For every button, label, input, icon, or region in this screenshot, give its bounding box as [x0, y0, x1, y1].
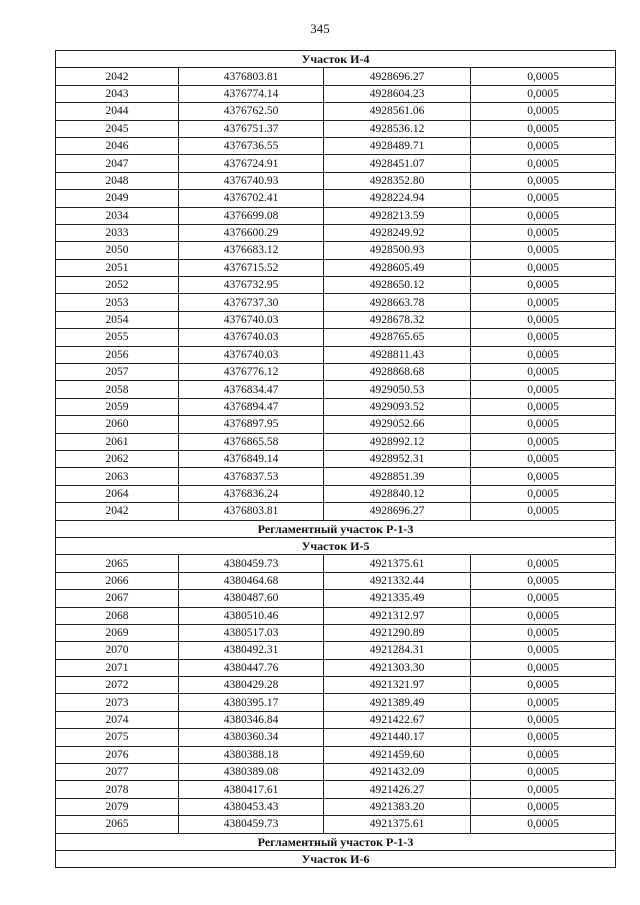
y-coordinate-cell: 4921332.44	[324, 572, 471, 589]
table-row	[56, 207, 616, 224]
value-cell: 0,0005	[471, 746, 616, 763]
point-number-cell: 2047	[56, 155, 179, 172]
table-row	[56, 259, 616, 276]
table-row	[56, 503, 616, 520]
table-row	[56, 433, 616, 450]
point-number-cell: 2042	[56, 503, 179, 520]
x-coordinate-cell: 4380447.76	[179, 659, 324, 676]
point-number-cell: 2061	[56, 433, 179, 450]
value-cell: 0,0005	[471, 677, 616, 694]
table-row	[56, 764, 616, 781]
value-cell: 0,0005	[471, 259, 616, 276]
value-cell: 0,0005	[471, 155, 616, 172]
y-coordinate-cell: 4929052.66	[324, 416, 471, 433]
table-row	[56, 485, 616, 502]
y-coordinate-cell: 4928765.65	[324, 329, 471, 346]
table-row	[56, 190, 616, 207]
x-coordinate-cell: 4376897.95	[179, 416, 324, 433]
value-cell: 0,0005	[471, 450, 616, 467]
x-coordinate-cell: 4376776.12	[179, 364, 324, 381]
table-row	[56, 416, 616, 433]
y-coordinate-cell: 4921432.09	[324, 764, 471, 781]
x-coordinate-cell: 4376894.47	[179, 398, 324, 415]
y-coordinate-cell: 4928536.12	[324, 120, 471, 137]
y-coordinate-cell: 4929050.53	[324, 381, 471, 398]
table-row	[56, 816, 616, 833]
y-coordinate-cell: 4928696.27	[324, 68, 471, 85]
x-coordinate-cell: 4376849.14	[179, 450, 324, 467]
table-row	[56, 729, 616, 746]
value-cell: 0,0005	[471, 68, 616, 85]
y-coordinate-cell: 4928952.31	[324, 450, 471, 467]
table-row	[56, 711, 616, 728]
y-coordinate-cell: 4921459.60	[324, 746, 471, 763]
x-coordinate-cell: 4376740.03	[179, 311, 324, 328]
section-header: Регламентный участок Р-1-3	[56, 833, 616, 850]
point-number-cell: 2049	[56, 190, 179, 207]
x-coordinate-cell: 4376803.81	[179, 503, 324, 520]
value-cell: 0,0005	[471, 381, 616, 398]
point-number-cell: 2057	[56, 364, 179, 381]
x-coordinate-cell: 4380487.60	[179, 590, 324, 607]
y-coordinate-cell: 4928663.78	[324, 294, 471, 311]
point-number-cell: 2074	[56, 711, 179, 728]
section-header-row	[56, 520, 616, 537]
y-coordinate-cell: 4921303.30	[324, 659, 471, 676]
x-coordinate-cell: 4376762.50	[179, 103, 324, 120]
y-coordinate-cell: 4921422.67	[324, 711, 471, 728]
y-coordinate-cell: 4928678.32	[324, 311, 471, 328]
y-coordinate-cell: 4921426.27	[324, 781, 471, 798]
table-row	[56, 468, 616, 485]
y-coordinate-cell: 4928249.92	[324, 224, 471, 241]
y-coordinate-cell: 4928224.94	[324, 190, 471, 207]
value-cell: 0,0005	[471, 433, 616, 450]
point-number-cell: 2075	[56, 729, 179, 746]
y-coordinate-cell: 4921440.17	[324, 729, 471, 746]
x-coordinate-cell: 4376724.91	[179, 155, 324, 172]
table-row	[56, 329, 616, 346]
value-cell: 0,0005	[471, 224, 616, 241]
table-row	[56, 659, 616, 676]
value-cell: 0,0005	[471, 555, 616, 572]
value-cell: 0,0005	[471, 729, 616, 746]
x-coordinate-cell: 4376702.41	[179, 190, 324, 207]
table-row	[56, 172, 616, 189]
value-cell: 0,0005	[471, 85, 616, 102]
table-row	[56, 346, 616, 363]
value-cell: 0,0005	[471, 816, 616, 833]
point-number-cell: 2052	[56, 277, 179, 294]
point-number-cell: 2078	[56, 781, 179, 798]
y-coordinate-cell: 4928811.43	[324, 346, 471, 363]
value-cell: 0,0005	[471, 642, 616, 659]
x-coordinate-cell: 4380492.31	[179, 642, 324, 659]
y-coordinate-cell: 4928213.59	[324, 207, 471, 224]
point-number-cell: 2054	[56, 311, 179, 328]
y-coordinate-cell: 4921335.49	[324, 590, 471, 607]
point-number-cell: 2065	[56, 555, 179, 572]
x-coordinate-cell: 4380459.73	[179, 555, 324, 572]
table-row	[56, 103, 616, 120]
y-coordinate-cell: 4928352.80	[324, 172, 471, 189]
value-cell: 0,0005	[471, 398, 616, 415]
point-number-cell: 2072	[56, 677, 179, 694]
point-number-cell: 2042	[56, 68, 179, 85]
point-number-cell: 2043	[56, 85, 179, 102]
y-coordinate-cell: 4928992.12	[324, 433, 471, 450]
section-header: Участок И-5	[56, 537, 616, 554]
x-coordinate-cell: 4380464.68	[179, 572, 324, 589]
y-coordinate-cell: 4921375.61	[324, 816, 471, 833]
y-coordinate-cell: 4928840.12	[324, 485, 471, 502]
section-header-row	[56, 537, 616, 554]
table-row	[56, 120, 616, 137]
x-coordinate-cell: 4380429.28	[179, 677, 324, 694]
table-row	[56, 624, 616, 641]
point-number-cell: 2070	[56, 642, 179, 659]
y-coordinate-cell: 4921312.97	[324, 607, 471, 624]
point-number-cell: 2056	[56, 346, 179, 363]
x-coordinate-cell: 4376740.03	[179, 346, 324, 363]
value-cell: 0,0005	[471, 294, 616, 311]
table-row	[56, 450, 616, 467]
x-coordinate-cell: 4376751.37	[179, 120, 324, 137]
x-coordinate-cell: 4380395.17	[179, 694, 324, 711]
value-cell: 0,0005	[471, 329, 616, 346]
x-coordinate-cell: 4376865.58	[179, 433, 324, 450]
table-row	[56, 798, 616, 815]
value-cell: 0,0005	[471, 190, 616, 207]
x-coordinate-cell: 4376737.30	[179, 294, 324, 311]
x-coordinate-cell: 4380360.34	[179, 729, 324, 746]
table-row	[56, 607, 616, 624]
value-cell: 0,0005	[471, 416, 616, 433]
point-number-cell: 2079	[56, 798, 179, 815]
point-number-cell: 2069	[56, 624, 179, 641]
point-number-cell: 2063	[56, 468, 179, 485]
table-row	[56, 224, 616, 241]
table-row	[56, 85, 616, 102]
section-header: Участок И-6	[56, 850, 616, 867]
value-cell: 0,0005	[471, 207, 616, 224]
x-coordinate-cell: 4376736.55	[179, 137, 324, 154]
point-number-cell: 2058	[56, 381, 179, 398]
table-row	[56, 364, 616, 381]
y-coordinate-cell: 4921383.20	[324, 798, 471, 815]
value-cell: 0,0005	[471, 607, 616, 624]
section-header-row	[56, 833, 616, 850]
section-header: Участок И-4	[56, 51, 616, 68]
point-number-cell: 2059	[56, 398, 179, 415]
point-number-cell: 2068	[56, 607, 179, 624]
table-row	[56, 381, 616, 398]
section-header-row	[56, 850, 616, 867]
table-row	[56, 155, 616, 172]
point-number-cell: 2071	[56, 659, 179, 676]
value-cell: 0,0005	[471, 590, 616, 607]
x-coordinate-cell: 4380453.43	[179, 798, 324, 815]
x-coordinate-cell: 4376803.81	[179, 68, 324, 85]
x-coordinate-cell: 4380517.03	[179, 624, 324, 641]
table-row	[56, 311, 616, 328]
table-row	[56, 277, 616, 294]
page-number: 345	[310, 21, 330, 36]
x-coordinate-cell: 4376740.03	[179, 329, 324, 346]
table-row	[56, 781, 616, 798]
point-number-cell: 2065	[56, 816, 179, 833]
y-coordinate-cell: 4921321.97	[324, 677, 471, 694]
table-row	[56, 746, 616, 763]
point-number-cell: 2077	[56, 764, 179, 781]
x-coordinate-cell: 4376836.24	[179, 485, 324, 502]
y-coordinate-cell: 4921389.49	[324, 694, 471, 711]
x-coordinate-cell: 4376774.14	[179, 85, 324, 102]
point-number-cell: 2060	[56, 416, 179, 433]
point-number-cell: 2067	[56, 590, 179, 607]
table-row	[56, 555, 616, 572]
point-number-cell: 2050	[56, 242, 179, 259]
point-number-cell: 2064	[56, 485, 179, 502]
y-coordinate-cell: 4928851.39	[324, 468, 471, 485]
coordinates-table	[55, 50, 616, 868]
value-cell: 0,0005	[471, 764, 616, 781]
table-row	[56, 137, 616, 154]
value-cell: 0,0005	[471, 711, 616, 728]
x-coordinate-cell: 4376732.95	[179, 277, 324, 294]
value-cell: 0,0005	[471, 485, 616, 502]
y-coordinate-cell: 4928868.68	[324, 364, 471, 381]
y-coordinate-cell: 4928650.12	[324, 277, 471, 294]
point-number-cell: 2046	[56, 137, 179, 154]
table-row	[56, 642, 616, 659]
value-cell: 0,0005	[471, 242, 616, 259]
y-coordinate-cell: 4921375.61	[324, 555, 471, 572]
value-cell: 0,0005	[471, 798, 616, 815]
y-coordinate-cell: 4928451.07	[324, 155, 471, 172]
y-coordinate-cell: 4921284.31	[324, 642, 471, 659]
x-coordinate-cell: 4376683.12	[179, 242, 324, 259]
table-row	[56, 694, 616, 711]
point-number-cell: 2066	[56, 572, 179, 589]
table-row	[56, 294, 616, 311]
point-number-cell: 2048	[56, 172, 179, 189]
point-number-cell: 2053	[56, 294, 179, 311]
point-number-cell: 2033	[56, 224, 179, 241]
value-cell: 0,0005	[471, 120, 616, 137]
point-number-cell: 2062	[56, 450, 179, 467]
x-coordinate-cell: 4380388.18	[179, 746, 324, 763]
value-cell: 0,0005	[471, 694, 616, 711]
point-number-cell: 2045	[56, 120, 179, 137]
x-coordinate-cell: 4376699.08	[179, 207, 324, 224]
point-number-cell: 2051	[56, 259, 179, 276]
value-cell: 0,0005	[471, 311, 616, 328]
table-row	[56, 242, 616, 259]
value-cell: 0,0005	[471, 172, 616, 189]
point-number-cell: 2073	[56, 694, 179, 711]
value-cell: 0,0005	[471, 346, 616, 363]
point-number-cell: 2055	[56, 329, 179, 346]
y-coordinate-cell: 4921290.89	[324, 624, 471, 641]
x-coordinate-cell: 4380389.08	[179, 764, 324, 781]
value-cell: 0,0005	[471, 503, 616, 520]
point-number-cell: 2076	[56, 746, 179, 763]
section-header-row	[56, 51, 616, 68]
value-cell: 0,0005	[471, 364, 616, 381]
x-coordinate-cell: 4376715.52	[179, 259, 324, 276]
value-cell: 0,0005	[471, 277, 616, 294]
table-row	[56, 68, 616, 85]
y-coordinate-cell: 4928489.71	[324, 137, 471, 154]
table-row	[56, 590, 616, 607]
y-coordinate-cell: 4929093.52	[324, 398, 471, 415]
section-header: Регламентный участок Р-1-3	[56, 520, 616, 537]
table-row	[56, 572, 616, 589]
x-coordinate-cell: 4380417.61	[179, 781, 324, 798]
x-coordinate-cell: 4380510.46	[179, 607, 324, 624]
x-coordinate-cell: 4380346.84	[179, 711, 324, 728]
x-coordinate-cell: 4376834.47	[179, 381, 324, 398]
value-cell: 0,0005	[471, 137, 616, 154]
value-cell: 0,0005	[471, 624, 616, 641]
x-coordinate-cell: 4380459.73	[179, 816, 324, 833]
point-number-cell: 2044	[56, 103, 179, 120]
x-coordinate-cell: 4376740.93	[179, 172, 324, 189]
y-coordinate-cell: 4928605.49	[324, 259, 471, 276]
table-row	[56, 677, 616, 694]
y-coordinate-cell: 4928696.27	[324, 503, 471, 520]
value-cell: 0,0005	[471, 781, 616, 798]
point-number-cell: 2034	[56, 207, 179, 224]
value-cell: 0,0005	[471, 103, 616, 120]
value-cell: 0,0005	[471, 572, 616, 589]
value-cell: 0,0005	[471, 659, 616, 676]
y-coordinate-cell: 4928500.93	[324, 242, 471, 259]
x-coordinate-cell: 4376600.29	[179, 224, 324, 241]
y-coordinate-cell: 4928604.23	[324, 85, 471, 102]
y-coordinate-cell: 4928561.06	[324, 103, 471, 120]
x-coordinate-cell: 4376837.53	[179, 468, 324, 485]
table-row	[56, 398, 616, 415]
value-cell: 0,0005	[471, 468, 616, 485]
